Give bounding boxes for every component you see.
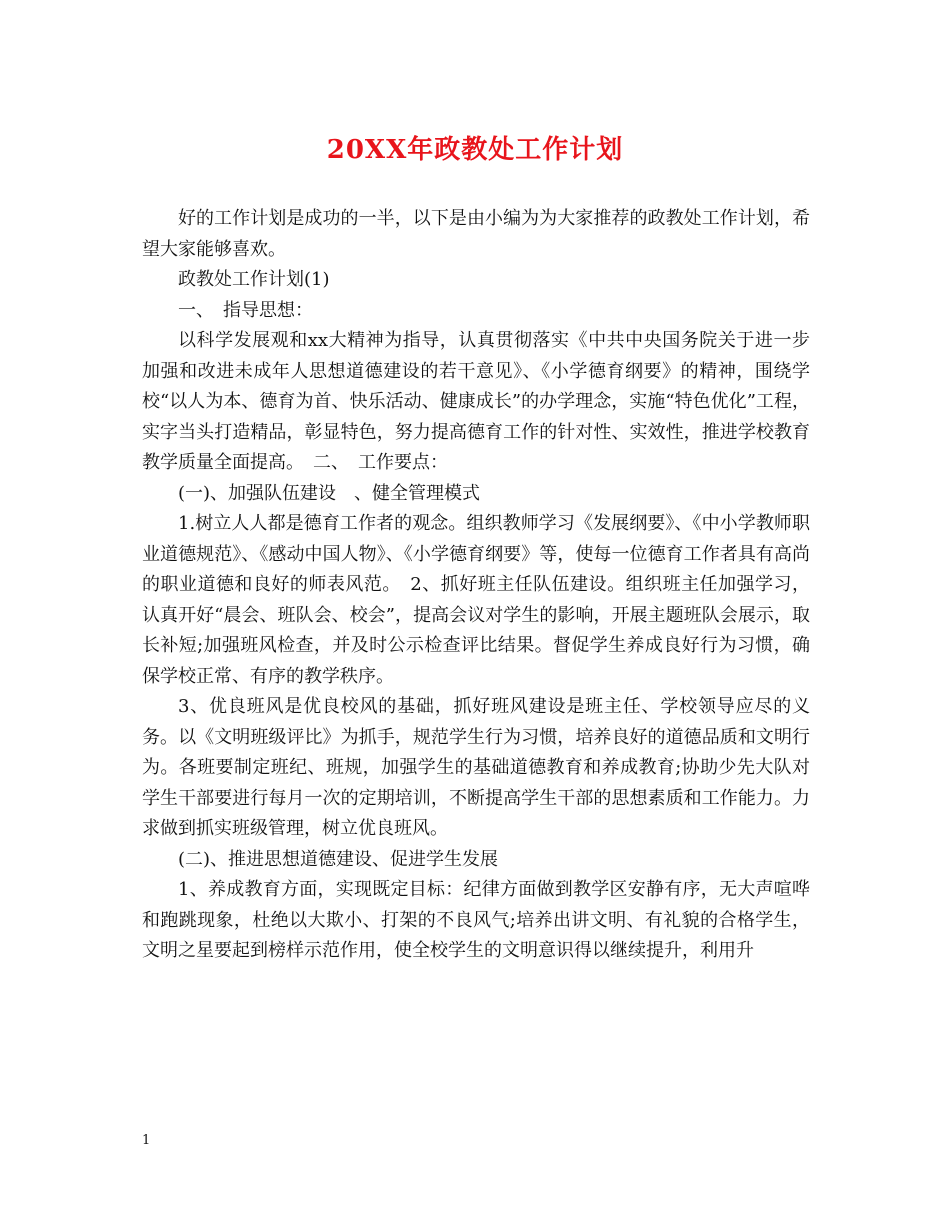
paragraph-item-1-2: 1.树立人人都是德育工作者的观念。组织教师学习《发展纲要》、《中小学教师职业道德规范》、《感动中国人物》、《小学德育纲要》等，使每一位德育工作者具有高尚的职业道德和良好的师表风范。 2、抓好班主任队伍建设。组织班主任加强学习，认真开好“晨会、班队会、校会”，提高会议对学生的影响，开展主题班队会展示，取长补短;加强班风检查，并及时公示检查评比结果。督促学生养成良好行为习惯，确保学校正常、有序的教学秩序。 bbox=[142, 513, 810, 687]
paragraph-habit-education: 1、养成教育方面，实现既定目标：纪律方面做到教学区安静有序，无大声喧哗和跑跳现象，杜绝以大欺小、打架的不良风气;培养出讲文明、有礼貌的合格学生，文明之星要起到榜样示范作用，使全校学生的文明意识得以继续提升，利用升 bbox=[142, 879, 810, 961]
paragraph-subsection-one-heading: (一)、加强队伍建设 、健全管理模式 bbox=[178, 482, 481, 504]
paragraph-intro: 好的工作计划是成功的一半，以下是由小编为为大家推荐的政教处工作计划，希望大家能够喜欢。 bbox=[142, 208, 810, 260]
paragraph-item-3: 3、优良班风是优良校风的基础，抓好班风建设是班主任、学校领导应尽的义务。以《文明班级评比》为抓手，规范学生行为习惯，培养良好的道德品质和文明行为。各班要制定班纪、班规，加强学生的基础道德教育和养成教育;协助少先大队对学生干部要进行每月一次的定期培训，不断提高学生干部的思想素质和工作能力。力求做到抓实班级管理，树立优良班风。 bbox=[142, 696, 810, 839]
page-number: 1 bbox=[142, 1133, 151, 1148]
document-title: 20XX年政教处工作计划 bbox=[326, 135, 624, 165]
paragraph-guiding-thought: 以科学发展观和xx大精神为指导，认真贯彻落实《中共中央国务院关于进一步加强和改进未成年人思想道德建设的若干意见》、《小学德育纲要》的精神，围绕学校“以人为本、德育为首、快乐活动、健康成长”的办学理念，实施“特色优化”工程，实字当头打造精品，彰显特色，努力提高德育工作的针对性、实效性，推进学校教育教学质量全面提高。 二、 工作要点： bbox=[142, 330, 810, 473]
paragraph-plan-heading: 政教处工作计划(1) bbox=[178, 269, 330, 290]
paragraph-subsection-two-heading: (二)、推进思想道德建设、促进学生发展 bbox=[178, 848, 499, 870]
paragraph-section-one-heading: 一、 指导思想： bbox=[178, 299, 313, 321]
document-body bbox=[142, 204, 810, 967]
